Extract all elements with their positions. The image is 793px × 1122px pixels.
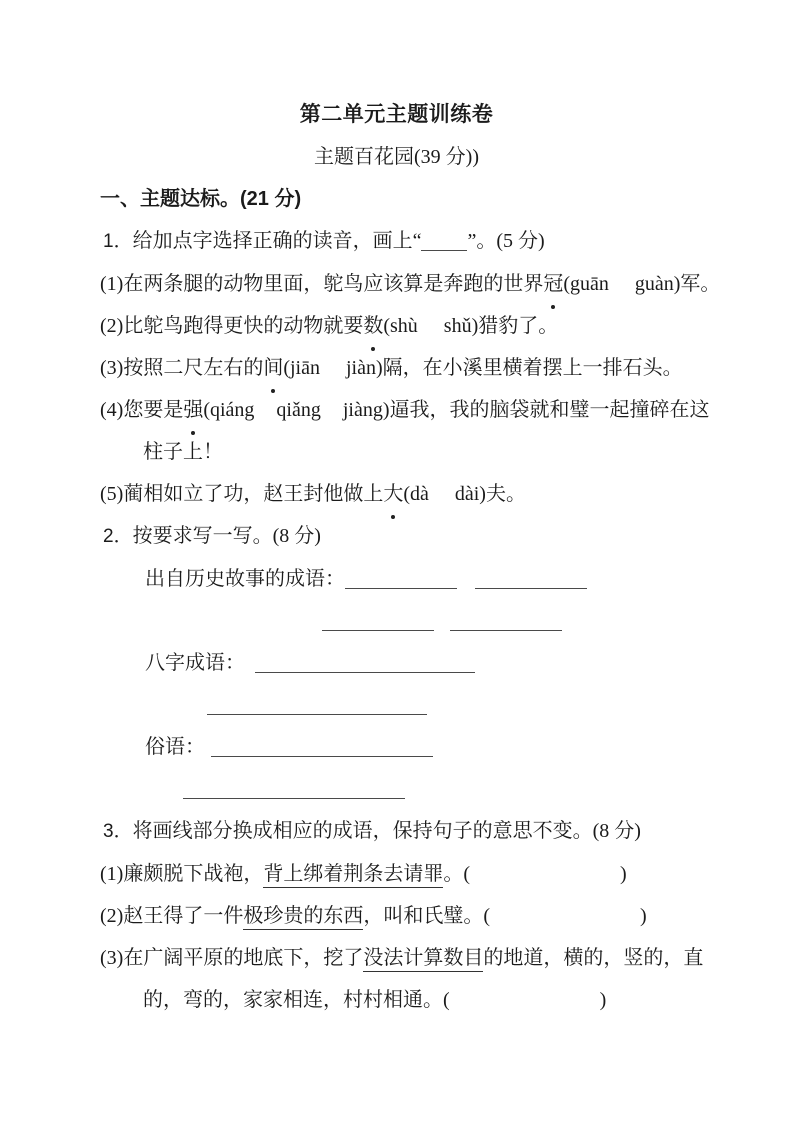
text-run: 将画线部分换成相应的成语，保持句子的意思不变。(8 分) (132, 820, 641, 842)
question-number: 1． (103, 231, 133, 252)
q1-item-1 (0, 263, 793, 305)
text-run: 出自历史故事的成语： (145, 568, 345, 590)
text-run: 八字成语： (145, 652, 245, 674)
emphasized-char: 大 (383, 473, 403, 515)
q3-item-3 (0, 937, 793, 979)
text-run: (2)赵王得了一件 (100, 905, 244, 927)
spacer (418, 331, 444, 332)
answer-blank (475, 576, 587, 589)
spacer (254, 415, 276, 416)
text-run: ) (640, 905, 647, 927)
text-run: 的地道，横的，竖的，直 (483, 947, 704, 969)
emphasized-char: 间 (263, 347, 283, 389)
underlined-phrase: 背上绑着荆条去请罪 (263, 863, 443, 888)
text-run: ”。(5 分) (467, 230, 545, 252)
text-run: 。( (443, 863, 470, 885)
q2-row-idiom-blanks (0, 600, 793, 642)
answer-blank (255, 660, 475, 673)
answer-blank (345, 576, 457, 589)
text-run: (3)在广阔平原的地底下，挖了 (100, 947, 364, 969)
spacer (434, 626, 450, 627)
text-run: 的，弯的，家家相连，村村相通。( (143, 989, 450, 1011)
q3-item-2 (0, 895, 793, 937)
emphasized-char: 冠 (543, 263, 563, 305)
q1-stem (0, 220, 793, 263)
text-run: ，叫和氏璧。( (363, 905, 490, 927)
spacer (429, 499, 455, 500)
text-run: (shù (383, 315, 418, 337)
paper-title: 第二单元主题训练卷 (299, 103, 494, 126)
text-run: (4)您要是 (100, 399, 184, 421)
q1-item-3 (0, 347, 793, 389)
question-number: 3． (103, 821, 133, 842)
answer-blank (211, 744, 433, 757)
q2-row-saying-label (0, 726, 793, 768)
answer-blank (183, 786, 405, 799)
q1-item-4 (0, 389, 793, 431)
q1-item-4-cont (0, 431, 793, 473)
text-run: 柱子上！ (143, 441, 223, 463)
section-heading: 一、主题达标。(21 分) (100, 188, 302, 210)
text-run: 给加点字选择正确的读音，画上“ (132, 230, 422, 252)
answer-blank (207, 702, 427, 715)
q3-item-1 (0, 853, 793, 895)
underlined-phrase: 极珍贵的东西 (243, 905, 363, 930)
text-run: 俗语： (145, 736, 205, 758)
spacer (470, 879, 620, 880)
text-run: qiǎng (276, 399, 321, 421)
q2-stem (0, 515, 793, 558)
q2-row-saying-blank (0, 768, 793, 810)
text-run: (3)按照二尺左右的 (100, 357, 264, 379)
text-run: (guān (563, 273, 609, 295)
text-run: guàn)军。 (634, 273, 721, 295)
text-run: 按要求写一写。(8 分) (132, 525, 321, 547)
text-run: (1)在两条腿的动物里面，鸵鸟应该算是奔跑的世界 (100, 273, 544, 295)
text-run: ) (599, 989, 607, 1011)
underlined-phrase: 没法计算数目 (363, 947, 483, 972)
text-run: jiàng)逼我，我的脑袋就和璧一起撞碎在这 (342, 399, 710, 421)
q1-item-2 (0, 305, 793, 347)
text-run: (5)蔺相如立了功，赵王封他做上 (100, 483, 384, 505)
spacer (490, 921, 640, 922)
spacer (245, 668, 255, 669)
q2-row-idiom-label (0, 558, 793, 600)
text-run: (dà (403, 483, 429, 505)
text-run: dài)夫。 (454, 483, 526, 505)
spacer (450, 1005, 600, 1006)
q2-row-eight-char-blank (0, 684, 793, 726)
paper-subtitle: 主题百花园(39 分)) (314, 146, 479, 168)
q2-row-eight-char-label (0, 642, 793, 684)
question-number: 2． (103, 526, 133, 547)
emphasized-char: 数 (363, 305, 383, 347)
q1-item-5 (0, 473, 793, 515)
spacer (320, 373, 346, 374)
text-run: shǔ)猎豹了。 (443, 315, 559, 337)
text-run: (2)比鸵鸟跑得更快的动物就要 (100, 315, 364, 337)
q3-item-3-cont (0, 979, 793, 1021)
emphasized-char: 强 (183, 389, 203, 431)
answer-blank (450, 618, 562, 631)
text-run: (jiān (283, 357, 320, 379)
text-run: jiàn)隔，在小溪里横着摆上一排石头。 (345, 357, 683, 379)
text-run: (1)廉颇脱下战袍， (100, 863, 264, 885)
spacer (609, 289, 635, 290)
text-run: ) (620, 863, 627, 885)
q3-stem (0, 810, 793, 853)
spacer (321, 415, 343, 416)
answer-blank (322, 618, 434, 631)
spacer (457, 584, 475, 585)
text-run: (qiáng (203, 399, 255, 421)
answer-blank (421, 238, 467, 251)
